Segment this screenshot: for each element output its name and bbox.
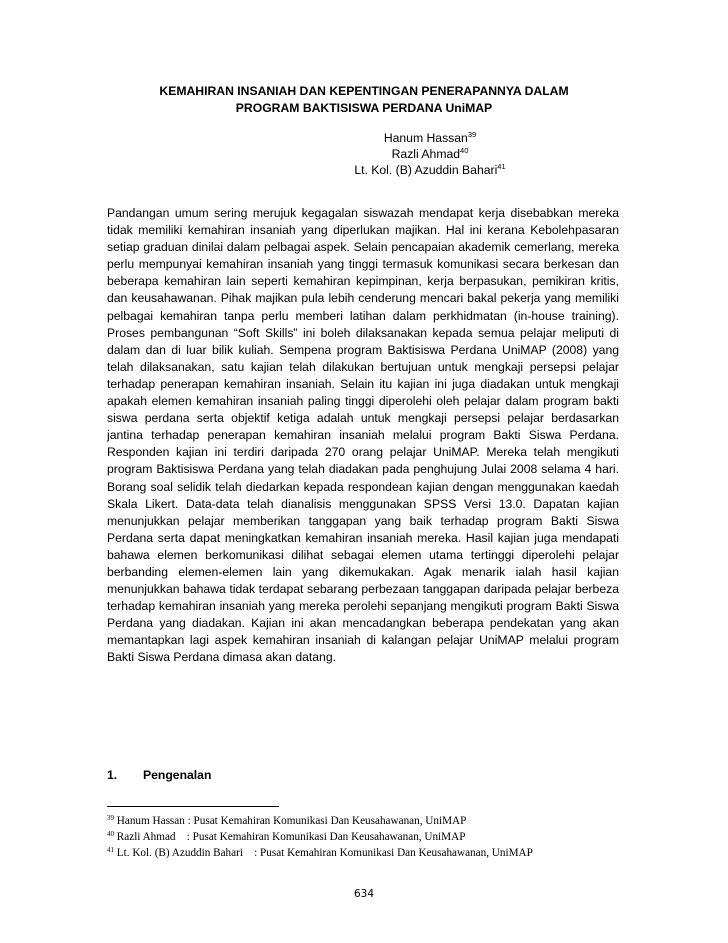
section-number: 1. (107, 768, 118, 782)
footnote-text: Hanum Hassan : Pusat Kemahiran Komunikasi Dan Keusahawanan, UniMAP (116, 815, 467, 827)
footnote-39 (107, 813, 667, 829)
author-name: Hanum Hassan (383, 131, 468, 145)
footnote-divider (107, 806, 279, 807)
author-3 (270, 162, 590, 178)
footnote-mark: 39 (467, 130, 477, 139)
title-line-2: PROGRAM BAKTISISWA PERDANA UniMAP (235, 101, 493, 115)
section-title: Pengenalan (143, 768, 212, 782)
section-heading (107, 768, 211, 782)
footnote-40 (107, 829, 667, 845)
footnote-41 (107, 845, 667, 861)
author-list (270, 130, 590, 178)
footnote-mark: 41 (107, 846, 114, 854)
author-name: Lt. Kol. (B) Azuddin Bahari (354, 163, 498, 177)
footnotes (107, 813, 667, 861)
footnote-mark: 40 (460, 146, 469, 155)
author-2 (270, 146, 590, 162)
footnote-mark: 41 (497, 162, 506, 171)
footnote-text: Lt. Kol. (B) Azuddin Bahari : Pusat Kemahiran Komunikasi Dan Keusahawanan, UniMAP (116, 847, 533, 859)
paper-title (100, 83, 628, 117)
footnote-text: Razli Ahmad : Pusat Kemahiran Komunikasi Dan Keusahawanan, UniMAP (116, 831, 466, 843)
title-line-1: KEMAHIRAN INSANIAH DAN KEPENTINGAN PENERAPANNYA DALAM (159, 84, 569, 98)
author-1 (270, 130, 590, 146)
author-name: Razli Ahmad (391, 147, 461, 161)
footnote-mark: 40 (107, 830, 114, 838)
footnote-mark: 39 (107, 814, 114, 822)
abstract-paragraph: Pandangan umum sering merujuk kegagalan siswazah mendapat kerja disebabkan mereka tidak memiliki kemahiran insaniah yang diperlukan majikan. Hal ini kerana Kebolehpasaran setiap graduan dinilai dalam pelbagai aspek. Selain pencapaian akademik cemerlang, mereka perlu mempunyai kemahiran insaniah yang tinggi termasuk komunikasi secara berkesan dan beberapa kemahiran lain seperti kemahiran kepimpinan, kerja berpasukan, pemikiran kritis, dan keusahawanan. Pihak majikan pula lebih cenderung mencari bakal pekerja yang memiliki pelbagai kemahiran tanpa perlu memberi latihan dalam perkhidmatan (in-house training). Proses pembangunan “Soft Skills” ini boleh dilaksanakan kepada semua pelajar meliputi di dalam dan di luar bilik kuliah. Sempena program Baktisiswa Perdana UniMAP (2008) yang telah dilaksanakan, satu kajian telah dilakukan bertujuan untuk mengkaji persepsi pelajar terhadap penerapan kemahiran insaniah. Selain itu kajian ini juga diadakan untuk mengkaji apakah elemen kemahiran insaniah paling tinggi diperolehi oleh pelajar dalam program bakti siswa perdana serta objektif ketiga adalah untuk mengkaji persepsi pelajar berdasarkan jantina terhadap penerapan kemahiran insaniah melalui program Bakti Siswa Perdana. Responden kajian ini terdiri daripada 270 orang pelajar UniMAP. Mereka telah mengikuti program Baktisiswa Perdana yang telah diadakan pada penghujung Julai 2008 selama 4 hari. Borang soal selidik telah diedarkan kepada respondean kajian dengan menggunakan kaedah Skala Likert. Data-data telah dianalisis menggunakan SPSS Versi 13.0. Dapatan kajian menunjukkan pelajar memberikan tanggapan yang baik terhadap program Bakti Siswa Perdana serta dapat meningkatkan kemahiran insaniah mereka. Hasil kajian juga mendapati bahawa elemen berkomunikasi dilihat sebagai elemen utama tertinggi diperolehi pelajar berbanding elemen-elemen lain yang dikemukakan. Agak menarik ialah hasil kajian menunjukkan bahawa tidak terdapat sebarang perbezaan tanggapan daripada pelajar berbeza terhadap kemahiran insaniah yang mereka perolehi sepanjang mengikuti program Bakti Siswa Perdana yang diadakan. Kajian ini akan mencadangkan beberapa pendekatan yang akan memantapkan lagi aspek kemahiran insaniah di kalangan pelajar UniMAP melalui program Bakti Siswa Perdana dimasa akan datang. (107, 206, 619, 665)
page-number: 634 (353, 888, 375, 900)
